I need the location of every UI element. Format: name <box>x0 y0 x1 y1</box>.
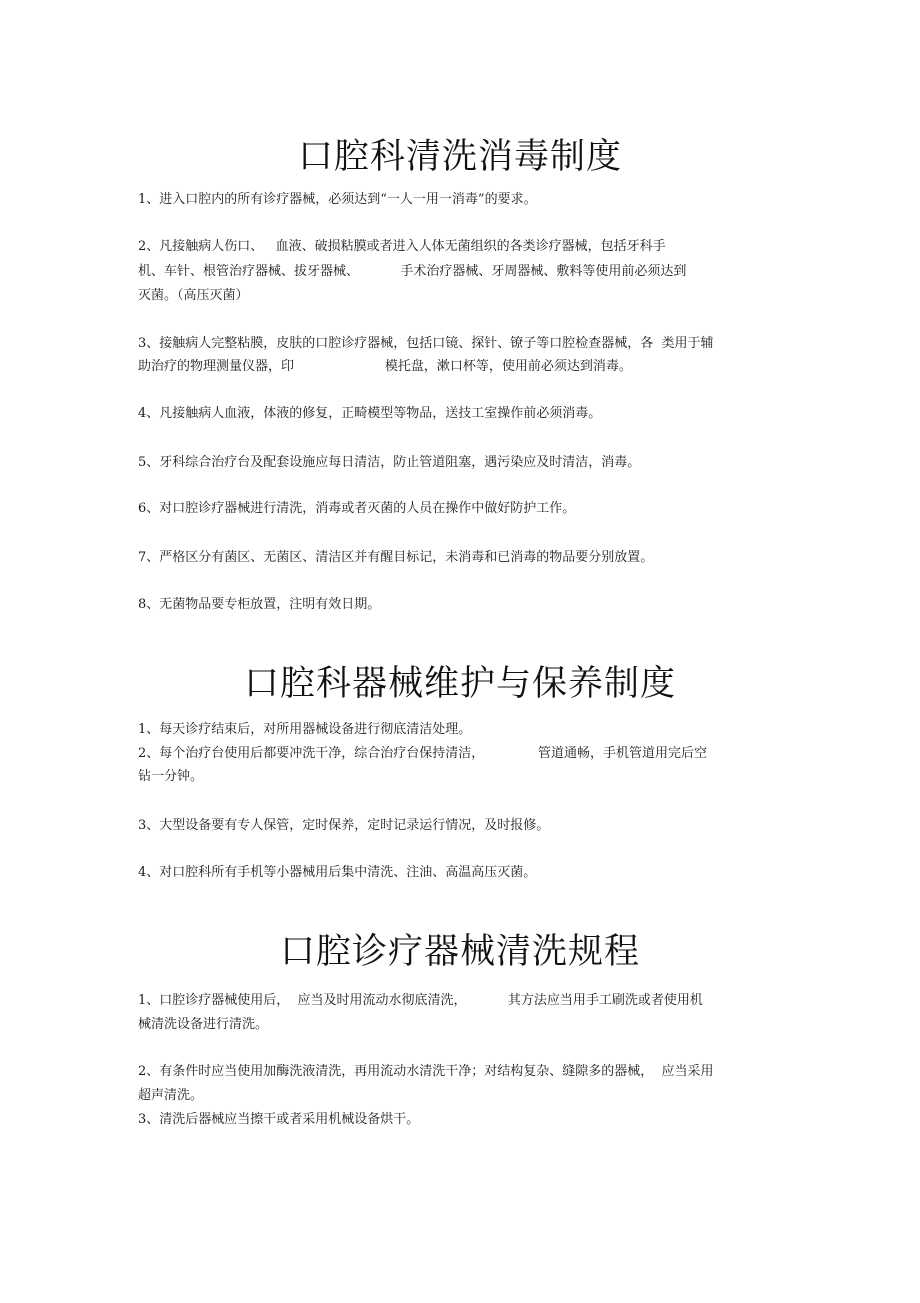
maintenance-item-1: 1、每天诊疗结束后，对所用器械设备进行彻底清洁处理。 <box>138 722 472 737</box>
section-title-disinfection: 口腔科清洗消毒制度 <box>297 137 622 177</box>
disinfection-item-2-line-2: 机、车针、根管治疗器械、拔牙器械、 手术治疗器械、牙周器械、敷料等使用前必须达到 <box>138 264 687 279</box>
disinfection-item-7: 7、严格区分有菌区、无菌区、清洁区并有醒目标记，未消毒和已消毒的物品要分别放置。 <box>138 550 654 565</box>
disinfection-item-2-line-1: 2、凡接触病人伤口、 血液、破损粘膜或者进入人体无菌组织的各类诊疗器械，包括牙科手 <box>138 239 666 254</box>
disinfection-item-3-line-2: 助治疗的物理测量仪器，印 模托盘，漱口杯等，使用前必须达到消毒。 <box>138 359 632 374</box>
cleaning-item-1-line-1: 1、口腔诊疗器械使用后， 应当及时用流动水彻底清洗， 其方法应当用手工刷洗或者使用机 <box>138 993 703 1008</box>
disinfection-item-3-line-1: 3、接触病人完整粘膜，皮肤的口腔诊疗器械，包括口镜、探针、镣子等口腔检查器械，各 类用于辅 <box>138 336 714 351</box>
maintenance-item-4: 4、对口腔科所有手机等小器械用后集中清洗、注油、高温高压灭菌。 <box>138 865 537 880</box>
maintenance-item-2-line-2: 钻一分钟。 <box>138 769 204 784</box>
maintenance-item-2-line-1: 2、每个治疗台使用后都要冲洗干净，综合治疗台保持清洁， 管道通畅，手机管道用完后空 <box>138 746 707 761</box>
disinfection-item-5: 5、牙科综合治疗台及配套设施应每日清洁，防止管道阻塞，遇污染应及时清洁，消毒。 <box>138 455 641 470</box>
cleaning-item-2-line-2: 超声清洗。 <box>138 1088 204 1103</box>
maintenance-item-3: 3、大型设备要有专人保管，定时保养，定时记录运行情况，及时报修。 <box>138 818 550 833</box>
disinfection-item-4: 4、凡接触病人血液，体液的修复，正畸模型等物品，送技工室操作前必须消毒。 <box>138 406 602 421</box>
disinfection-item-1: 1、进入口腔内的所有诊疗器械，必须达到“一人一用一消毒”的要求。 <box>138 192 537 207</box>
cleaning-item-2-line-1: 2、有条件时应当使用加酶洗液清洗，再用流动水清洗干净；对结构复杂、缝隙多的器械， 应当采用 <box>138 1064 714 1079</box>
disinfection-item-6: 6、对口腔诊疗器械进行清洗，消毒或者灭菌的人员在操作中做好防护工作。 <box>138 501 576 516</box>
section-title-cleaning-procedure: 口腔诊疗器械清洗规程 <box>279 932 640 972</box>
disinfection-item-8: 8、无菌物品要专柜放置，注明有效日期。 <box>138 597 381 612</box>
cleaning-item-3: 3、清洗后器械应当擦干或者采用机械设备烘干。 <box>138 1112 420 1127</box>
disinfection-item-2-line-3: 灭菌。（高压灭菌） <box>138 288 249 303</box>
cleaning-item-1-line-2: 械清洗设备进行清洗。 <box>138 1017 269 1032</box>
section-title-maintenance: 口腔科器械维护与保养制度 <box>243 664 676 704</box>
